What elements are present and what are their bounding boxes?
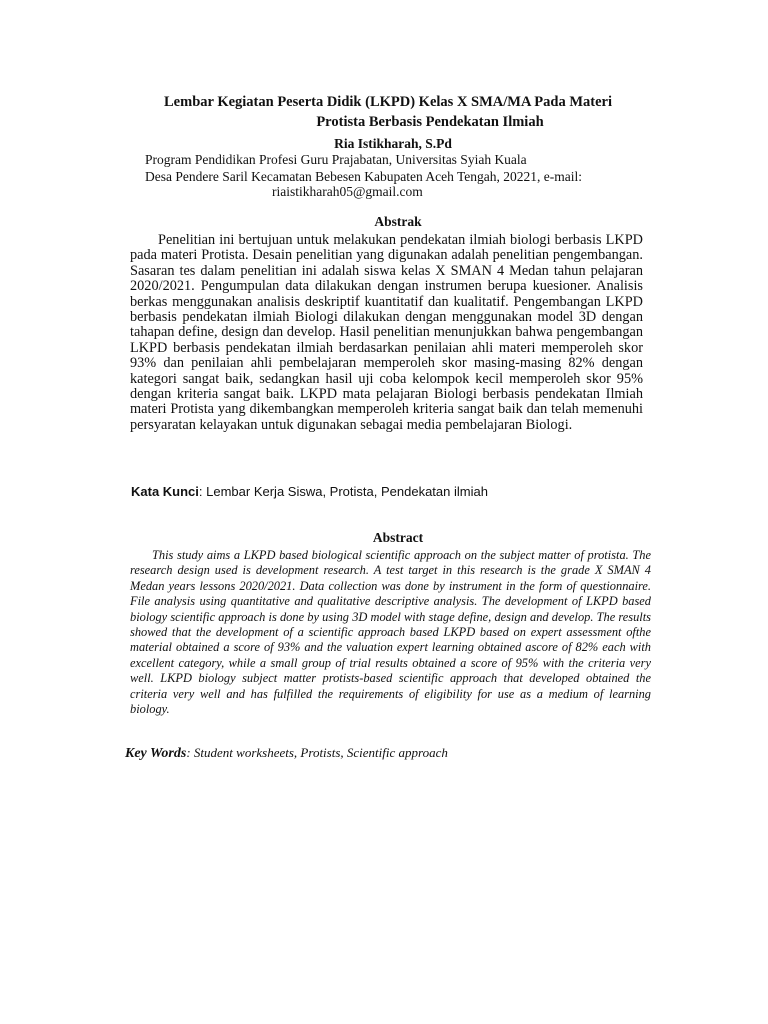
kata-kunci-label: Kata Kunci bbox=[131, 484, 199, 499]
key-words bbox=[125, 745, 448, 762]
abstract-heading: Abstract bbox=[372, 530, 424, 545]
key-words-text: : Student worksheets, Protists, Scientific approach bbox=[186, 745, 448, 760]
key-words-label: Key Words bbox=[125, 746, 187, 761]
kata-kunci-text: : Lembar Kerja Siswa, Protista, Pendekatan ilmiah bbox=[198, 484, 488, 499]
title-line-2: Protista Berbasis Pendekatan Ilmiah bbox=[316, 114, 544, 130]
author-affiliation bbox=[145, 152, 582, 185]
abstract-body: This study aims a LKPD based biological scientific approach on the subject matter of protista. The research design used is development research. A test target in this research is the grade X SMAN 4 Medan years lessons 2020/2021. Data collection was done by instrument in the form of questionnaire. File analysis using quantitative and qualitative descriptive analysis. The development of LKPD based biology scientific approach is done by using 3D model with stage define, design and develop. The results showed that the development of a scientific approach based LKPD based on expert assessment ofthe material obtained a score of 93% and the valuation expert learning obtained ascore of 82% each with excellent category, while a small group of trial results obtained a score of 95% with the criteria very well. LKPD biology subject matter protists-based scientific approach that developed obtained the criteria very well and has fulfilled the requirements of eligibility for use as a medium of learning biology. bbox=[130, 548, 651, 717]
title-line-1: Lembar Kegiatan Peserta Didik (LKPD) Kelas X SMA/MA Pada Materi bbox=[164, 94, 612, 110]
abstrak-heading: Abstrak bbox=[374, 214, 422, 229]
abstrak-body: Penelitian ini bertujuan untuk melakukan pendekatan ilmiah biologi berbasis LKPD pada materi Protista. Desain penelitian yang digunakan adalah penelitian pengembangan. Sasaran tes dalam penelitian ini adalah siswa kelas X SMAN 4 Medan tahun pelajaran 2020/2021. Pengumpulan data dilakukan dengan instrumen berupa kuesioner. Analisis berkas menggunakan analisis deskriptif kuantitatif dan kualitatif. Pengembangan LKPD berbasis pendekatan ilmiah Biologi dilakukan dengan menggunakan model 3D dengan tahapan define, design dan develop. Hasil penelitian menunjukkan bahwa pengembangan LKPD berbasis pendekatan ilmiah berdasarkan penilaian ahli materi memperoleh skor 93% dan penilaian ahli pembelajaran memperoleh skor masing-masing 82% dengan kategori sangat baik, sedangkan hasil uji coba kelompok kecil memperoleh skor 95% dengan kriteria sangat baik. LKPD mata pelajaran Biologi berbasis pendekatan Ilmiah materi Protista yang dikembangkan memperoleh kriteria sangat baik dan telah memenuhi persyaratan kelayakan untuk digunakan sebagai media pembelajaran Biologi. bbox=[130, 232, 643, 433]
paper-title bbox=[110, 92, 666, 132]
author-email: riaistikharah05@gmail.com bbox=[272, 184, 423, 199]
author-name: Ria Istikharah, S.Pd bbox=[334, 136, 452, 151]
affiliation-line-1: Program Pendidikan Profesi Guru Prajabatan, Universitas Syiah Kuala bbox=[145, 152, 527, 167]
kata-kunci bbox=[131, 484, 488, 499]
affiliation-line-2: Desa Pendere Saril Kecamatan Bebesen Kabupaten Aceh Tengah, 20221, e-mail: bbox=[145, 168, 583, 184]
